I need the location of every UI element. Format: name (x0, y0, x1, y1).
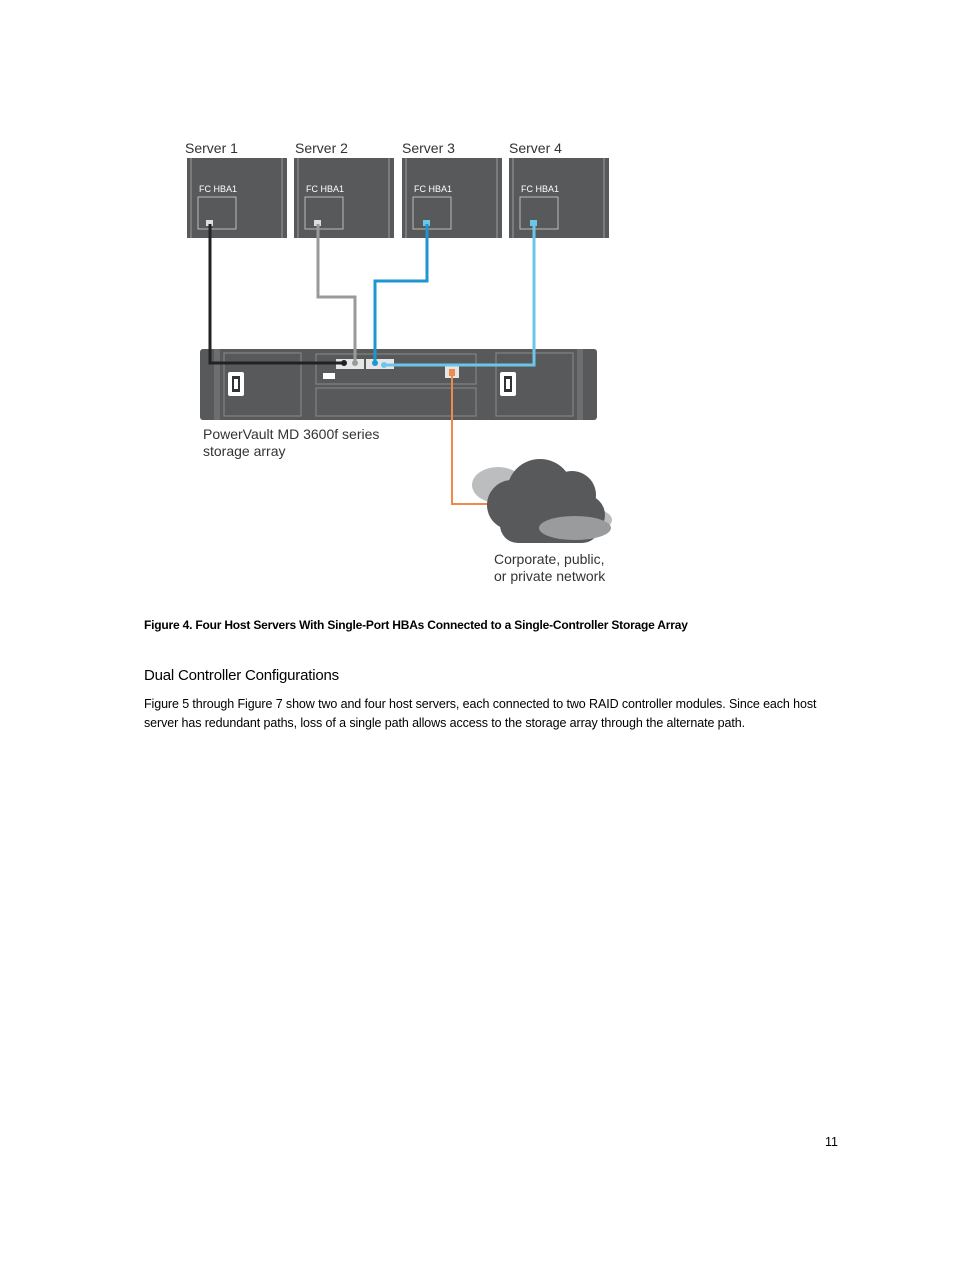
body-paragraph: Figure 5 through Figure 7 show two and four host servers, each connected to two RAID controller modules. Since each host server has redundant paths, loss of a single path allows access to the storage array through the alternate path. (144, 697, 817, 730)
storage-array (200, 349, 597, 420)
network-cloud-icon (472, 459, 612, 543)
server-2-hba-label: FC HBA1 (306, 184, 345, 194)
cable-server-4 (384, 224, 534, 365)
server-3-label: Server 3 (402, 140, 455, 156)
server-2-label: Server 2 (295, 140, 348, 156)
server-1-hba-label: FC HBA1 (199, 184, 238, 194)
server-4 (509, 158, 609, 238)
cable-server-2 (318, 224, 355, 363)
storage-array-label-line1: PowerVault MD 3600f series (203, 426, 380, 442)
section-heading: Dual Controller Configurations (144, 667, 339, 684)
cable-server-1 (210, 224, 344, 363)
cable-server-3 (375, 224, 427, 363)
network-label-line2: or private network (494, 568, 606, 584)
server-4-label: Server 4 (509, 140, 562, 156)
server-1 (187, 158, 287, 238)
server-2 (294, 158, 394, 238)
server-4-hba-label: FC HBA1 (521, 184, 560, 194)
page-number: 11 (825, 1135, 838, 1149)
server-3-hba-label: FC HBA1 (414, 184, 453, 194)
network-label-line1: Corporate, public, (494, 551, 605, 567)
power-socket-right-icon (500, 372, 516, 396)
figure-caption: Figure 4. Four Host Servers With Single-Port HBAs Connected to a Single-Controller Storage Array (144, 618, 688, 632)
power-socket-left-icon (228, 372, 244, 396)
server-3 (402, 158, 502, 238)
connection-diagram (0, 0, 954, 600)
storage-array-label-line2: storage array (203, 443, 286, 459)
server-1-label: Server 1 (185, 140, 238, 156)
